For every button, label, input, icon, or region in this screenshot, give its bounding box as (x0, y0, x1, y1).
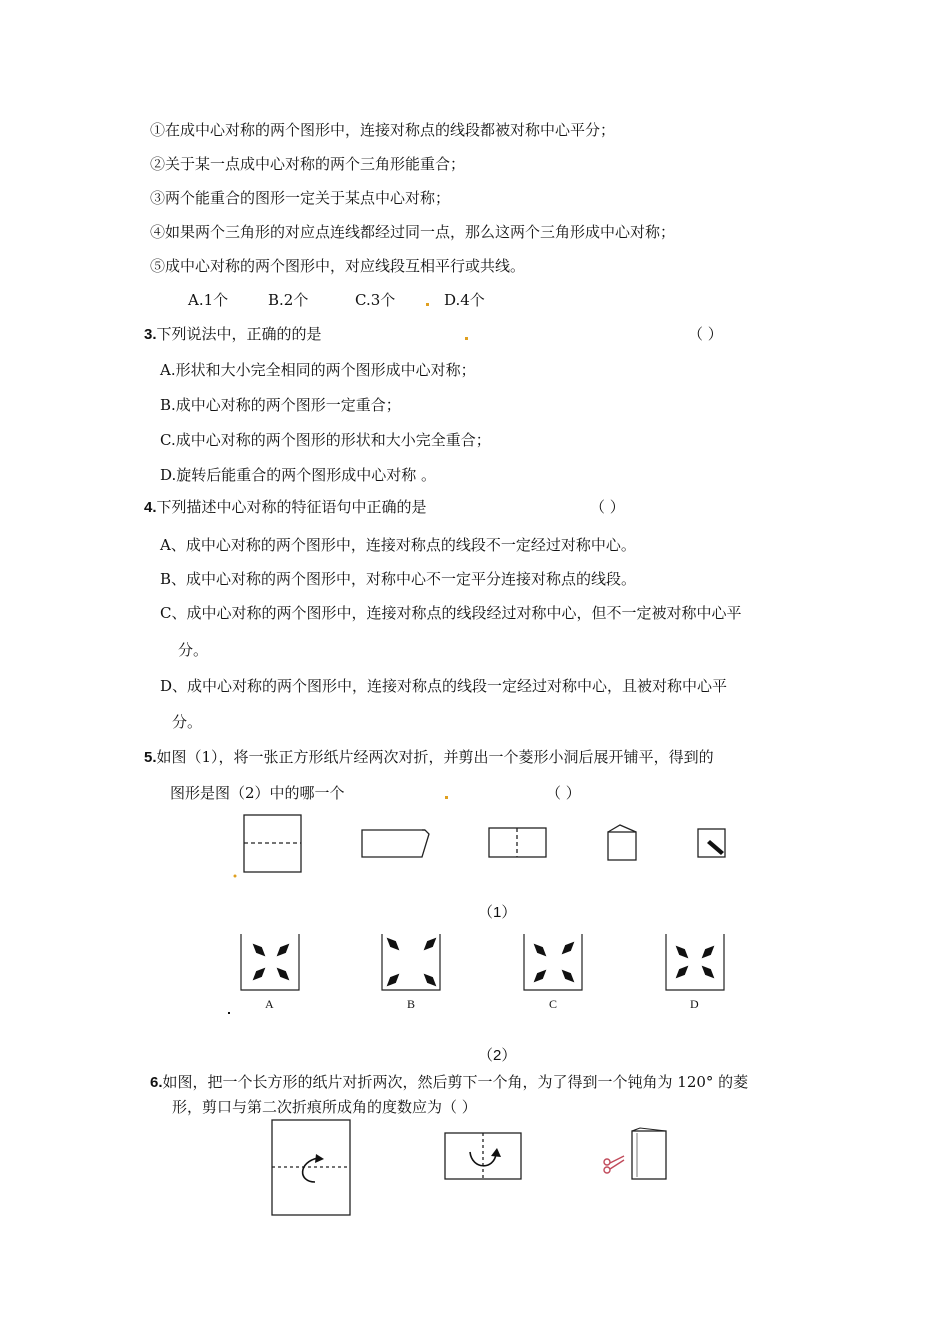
q5-number: 5. (144, 749, 157, 766)
q4-option-d: D、成中心对称的两个图形中，连接对称点的线段一定经过对称中心，且被对称中心平 (160, 677, 728, 695)
q2-option-c: C.3个 (355, 291, 396, 309)
q2-option-a: A.1个 (188, 291, 229, 309)
q3-number: 3. (144, 326, 157, 343)
choice-c-label: C (549, 997, 558, 1011)
statement-1: ①在成中心对称的两个图形中，连接对称点的线段都被对称中心平分； (150, 121, 616, 139)
q2-option-b: B.2个 (268, 291, 309, 309)
q3-option-d: D.旋转后能重合的两个图形成中心对称 。 (160, 466, 437, 484)
choice-a-label: A (265, 997, 274, 1011)
q4-number: 4. (144, 499, 157, 516)
q4-option-b: B、成中心对称的两个图形中，对称中心不一定平分连接对称点的线段。 (160, 570, 637, 588)
q4-answer-paren: （ ） (590, 498, 625, 516)
q5-fig2-caption: （2） (478, 1047, 517, 1064)
statement-3: ③两个能重合的图形一定关于某点中心对称； (150, 189, 451, 207)
statement-4: ④如果两个三角形的对应点连线都经过同一点，那么这两个三角形成中心对称； (150, 223, 676, 241)
q4-option-a: A、成中心对称的两个图形中，连接对称点的线段不一定经过对称中心。 (160, 536, 636, 554)
q6-line1-text: 如图，把一个长方形的纸片对折两次，然后剪下一个角，为了得到一个钝角为 120° 的菱 (162, 1073, 749, 1091)
q3-answer-paren: （ ） (688, 325, 723, 343)
choice-b-label: B (407, 997, 416, 1011)
q3-option-a: A.形状和大小完全相同的两个图形成中心对称； (160, 361, 476, 379)
q5-line2: 图形是图（2）中的哪一个 (170, 784, 345, 802)
scissors-icon (604, 1156, 624, 1173)
choice-d-label: D (690, 997, 699, 1011)
statement-5: ⑤成中心对称的两个图形中，对应线段互相平行或共线。 (150, 257, 526, 275)
q3-stem-text: 下列说法中，正确的的是 (156, 325, 322, 343)
q5-answer-paren: （ ） (546, 784, 581, 802)
q3-option-b: B.成中心对称的两个图形一定重合； (160, 396, 401, 414)
q3-option-c: C.成中心对称的两个图形的形状和大小完全重合； (160, 431, 491, 449)
q5-fig1-caption: （1） (478, 904, 517, 921)
q4-option-c: C、成中心对称的两个图形中，连接对称点的线段经过对称中心，但不一定被对称中心平 (160, 604, 742, 622)
q5-line1-text: 如图（1），将一张正方形纸片经两次对折，并剪出一个菱形小洞后展开铺平，得到的 (156, 748, 714, 766)
q2-option-d: D.4个 (444, 291, 485, 309)
q6-line2: 形，剪口与第二次折痕所成角的度数应为（ ） (172, 1098, 477, 1116)
statement-2: ②关于某一点成中心对称的两个三角形能重合； (150, 155, 466, 173)
q6-number: 6. (150, 1074, 163, 1091)
q4-option-d-cont: 分。 (172, 713, 203, 731)
q4-stem-text: 下列描述中心对称的特征语句中正确的是 (156, 498, 427, 516)
q4-option-c-cont: 分。 (178, 641, 209, 659)
